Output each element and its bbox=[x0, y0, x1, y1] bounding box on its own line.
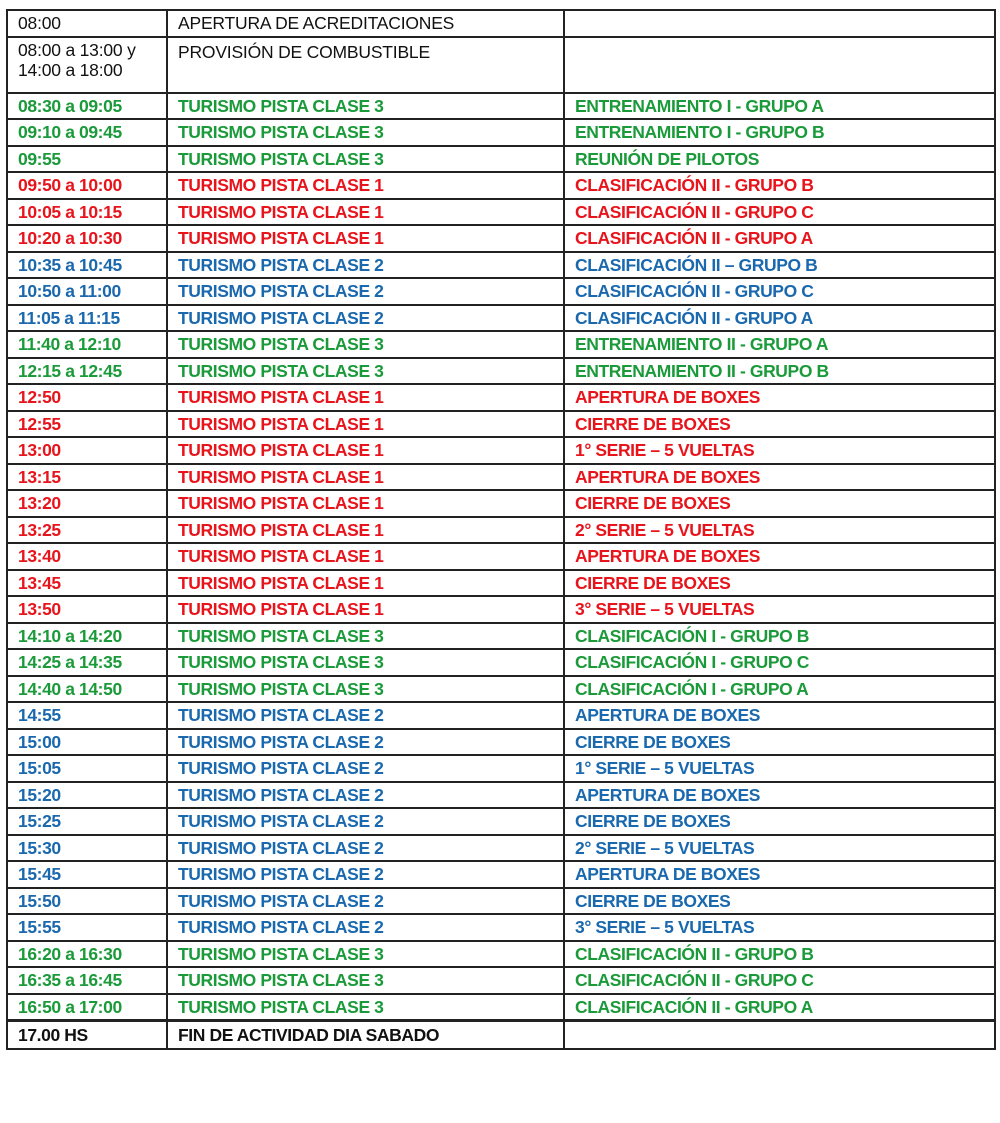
schedule-row bbox=[7, 570, 995, 597]
schedule-row bbox=[7, 278, 995, 305]
activity-cell: APERTURA DE BOXES bbox=[564, 702, 995, 729]
category-cell: TURISMO PISTA CLASE 1 bbox=[167, 384, 564, 411]
category-cell: TURISMO PISTA CLASE 2 bbox=[167, 861, 564, 888]
activity-cell: 1° SERIE – 5 VUELTAS bbox=[564, 755, 995, 782]
schedule-row bbox=[7, 1021, 995, 1050]
schedule-row bbox=[7, 252, 995, 279]
activity-cell: ENTRENAMIENTO I - GRUPO A bbox=[564, 93, 995, 120]
activity-cell: CIERRE DE BOXES bbox=[564, 411, 995, 438]
time-cell: 12:50 bbox=[7, 384, 167, 411]
activity-cell: CLASIFICACIÓN I - GRUPO B bbox=[564, 623, 995, 650]
time-cell: 10:50 a 11:00 bbox=[7, 278, 167, 305]
time-cell: 14:25 a 14:35 bbox=[7, 649, 167, 676]
activity-cell: CIERRE DE BOXES bbox=[564, 570, 995, 597]
time-cell: 10:20 a 10:30 bbox=[7, 225, 167, 252]
time-cell: 13:45 bbox=[7, 570, 167, 597]
time-cell: 15:45 bbox=[7, 861, 167, 888]
time-cell: 13:25 bbox=[7, 517, 167, 544]
category-cell: TURISMO PISTA CLASE 1 bbox=[167, 570, 564, 597]
activity-cell bbox=[564, 1021, 995, 1050]
category-cell: TURISMO PISTA CLASE 2 bbox=[167, 808, 564, 835]
activity-cell: 1° SERIE – 5 VUELTAS bbox=[564, 437, 995, 464]
activity-cell: ENTRENAMIENTO I - GRUPO B bbox=[564, 119, 995, 146]
schedule-row bbox=[7, 967, 995, 994]
schedule-row bbox=[7, 199, 995, 226]
schedule-row bbox=[7, 861, 995, 888]
activity-cell: APERTURA DE BOXES bbox=[564, 782, 995, 809]
activity-cell: CLASIFICACIÓN II - GRUPO A bbox=[564, 225, 995, 252]
category-cell: TURISMO PISTA CLASE 1 bbox=[167, 464, 564, 491]
schedule-row bbox=[7, 225, 995, 252]
schedule-row bbox=[7, 649, 995, 676]
schedule-row bbox=[7, 596, 995, 623]
time-cell: 09:55 bbox=[7, 146, 167, 173]
schedule-row bbox=[7, 543, 995, 570]
category-cell: TURISMO PISTA CLASE 3 bbox=[167, 967, 564, 994]
time-cell: 15:05 bbox=[7, 755, 167, 782]
time-cell: 09:50 a 10:00 bbox=[7, 172, 167, 199]
activity-cell: CIERRE DE BOXES bbox=[564, 729, 995, 756]
category-cell: FIN DE ACTIVIDAD DIA SABADO bbox=[167, 1021, 564, 1050]
activity-cell: CLASIFICACIÓN II - GRUPO C bbox=[564, 278, 995, 305]
category-cell: TURISMO PISTA CLASE 1 bbox=[167, 490, 564, 517]
time-cell: 12:15 a 12:45 bbox=[7, 358, 167, 385]
schedule-row bbox=[7, 808, 995, 835]
time-cell: 15:20 bbox=[7, 782, 167, 809]
category-cell: TURISMO PISTA CLASE 3 bbox=[167, 649, 564, 676]
schedule-row bbox=[7, 331, 995, 358]
activity-cell: APERTURA DE BOXES bbox=[564, 464, 995, 491]
category-cell: TURISMO PISTA CLASE 1 bbox=[167, 437, 564, 464]
category-cell: TURISMO PISTA CLASE 2 bbox=[167, 729, 564, 756]
category-cell: TURISMO PISTA CLASE 3 bbox=[167, 623, 564, 650]
schedule-row bbox=[7, 729, 995, 756]
activity-cell: CLASIFICACIÓN II - GRUPO B bbox=[564, 172, 995, 199]
schedule-row bbox=[7, 835, 995, 862]
activity-cell bbox=[564, 10, 995, 37]
category-cell: TURISMO PISTA CLASE 2 bbox=[167, 702, 564, 729]
time-cell: 15:50 bbox=[7, 888, 167, 915]
schedule-table bbox=[6, 9, 996, 1050]
activity-cell bbox=[564, 37, 995, 93]
category-cell: TURISMO PISTA CLASE 1 bbox=[167, 543, 564, 570]
category-cell: TURISMO PISTA CLASE 3 bbox=[167, 676, 564, 703]
activity-cell: 2° SERIE – 5 VUELTAS bbox=[564, 517, 995, 544]
activity-cell: CLASIFICACIÓN I - GRUPO A bbox=[564, 676, 995, 703]
schedule-row bbox=[7, 172, 995, 199]
activity-cell: CIERRE DE BOXES bbox=[564, 490, 995, 517]
schedule-row bbox=[7, 490, 995, 517]
time-cell: 11:40 a 12:10 bbox=[7, 331, 167, 358]
schedule-row bbox=[7, 305, 995, 332]
schedule-row bbox=[7, 782, 995, 809]
schedule-row bbox=[7, 517, 995, 544]
time-cell: 11:05 a 11:15 bbox=[7, 305, 167, 332]
category-cell: TURISMO PISTA CLASE 2 bbox=[167, 888, 564, 915]
schedule-row bbox=[7, 411, 995, 438]
schedule-row bbox=[7, 464, 995, 491]
time-cell: 16:20 a 16:30 bbox=[7, 941, 167, 968]
activity-cell: CLASIFICACIÓN II - GRUPO A bbox=[564, 994, 995, 1021]
activity-cell: CLASIFICACIÓN II – GRUPO B bbox=[564, 252, 995, 279]
category-cell: TURISMO PISTA CLASE 2 bbox=[167, 305, 564, 332]
activity-cell: APERTURA DE BOXES bbox=[564, 543, 995, 570]
activity-cell: CIERRE DE BOXES bbox=[564, 888, 995, 915]
schedule-row bbox=[7, 888, 995, 915]
activity-cell: CLASIFICACIÓN I - GRUPO C bbox=[564, 649, 995, 676]
time-cell: 15:25 bbox=[7, 808, 167, 835]
category-cell: TURISMO PISTA CLASE 3 bbox=[167, 146, 564, 173]
category-cell: TURISMO PISTA CLASE 3 bbox=[167, 358, 564, 385]
category-cell: TURISMO PISTA CLASE 2 bbox=[167, 835, 564, 862]
time-cell: 15:55 bbox=[7, 914, 167, 941]
time-cell: 09:10 a 09:45 bbox=[7, 119, 167, 146]
time-cell: 16:35 a 16:45 bbox=[7, 967, 167, 994]
activity-cell: ENTRENAMIENTO II - GRUPO B bbox=[564, 358, 995, 385]
schedule-row bbox=[7, 994, 995, 1021]
time-cell: 10:35 a 10:45 bbox=[7, 252, 167, 279]
activity-cell: CLASIFICACIÓN II - GRUPO C bbox=[564, 199, 995, 226]
category-cell: TURISMO PISTA CLASE 1 bbox=[167, 596, 564, 623]
time-cell: 14:10 a 14:20 bbox=[7, 623, 167, 650]
activity-cell: APERTURA DE BOXES bbox=[564, 384, 995, 411]
schedule-row bbox=[7, 10, 995, 37]
category-cell: TURISMO PISTA CLASE 1 bbox=[167, 172, 564, 199]
time-cell: 13:50 bbox=[7, 596, 167, 623]
category-cell: APERTURA DE ACREDITACIONES bbox=[167, 10, 564, 37]
category-cell: TURISMO PISTA CLASE 3 bbox=[167, 994, 564, 1021]
time-cell: 10:05 a 10:15 bbox=[7, 199, 167, 226]
time-cell: 15:00 bbox=[7, 729, 167, 756]
schedule-row bbox=[7, 755, 995, 782]
schedule-row bbox=[7, 146, 995, 173]
activity-cell: 2° SERIE – 5 VUELTAS bbox=[564, 835, 995, 862]
schedule-row bbox=[7, 941, 995, 968]
activity-cell: APERTURA DE BOXES bbox=[564, 861, 995, 888]
schedule-row bbox=[7, 93, 995, 120]
time-cell: 12:55 bbox=[7, 411, 167, 438]
category-cell: PROVISIÓN DE COMBUSTIBLE bbox=[167, 37, 564, 93]
activity-cell: CLASIFICACIÓN II - GRUPO B bbox=[564, 941, 995, 968]
category-cell: TURISMO PISTA CLASE 2 bbox=[167, 755, 564, 782]
activity-cell: CIERRE DE BOXES bbox=[564, 808, 995, 835]
schedule-row bbox=[7, 358, 995, 385]
time-cell: 15:30 bbox=[7, 835, 167, 862]
schedule-row bbox=[7, 119, 995, 146]
time-cell: 13:15 bbox=[7, 464, 167, 491]
category-cell: TURISMO PISTA CLASE 1 bbox=[167, 225, 564, 252]
category-cell: TURISMO PISTA CLASE 2 bbox=[167, 782, 564, 809]
schedule-row bbox=[7, 384, 995, 411]
category-cell: TURISMO PISTA CLASE 3 bbox=[167, 941, 564, 968]
activity-cell: REUNIÓN DE PILOTOS bbox=[564, 146, 995, 173]
category-cell: TURISMO PISTA CLASE 3 bbox=[167, 93, 564, 120]
category-cell: TURISMO PISTA CLASE 1 bbox=[167, 517, 564, 544]
category-cell: TURISMO PISTA CLASE 3 bbox=[167, 119, 564, 146]
time-cell: 14:55 bbox=[7, 702, 167, 729]
activity-cell: 3° SERIE – 5 VUELTAS bbox=[564, 914, 995, 941]
activity-cell: 3° SERIE – 5 VUELTAS bbox=[564, 596, 995, 623]
time-cell: 13:20 bbox=[7, 490, 167, 517]
activity-cell: CLASIFICACIÓN II - GRUPO A bbox=[564, 305, 995, 332]
time-cell: 08:00 bbox=[7, 10, 167, 37]
schedule-row bbox=[7, 914, 995, 941]
category-cell: TURISMO PISTA CLASE 2 bbox=[167, 252, 564, 279]
schedule-row bbox=[7, 676, 995, 703]
category-cell: TURISMO PISTA CLASE 1 bbox=[167, 199, 564, 226]
schedule-body bbox=[7, 10, 995, 1049]
time-cell: 08:30 a 09:05 bbox=[7, 93, 167, 120]
time-cell: 17.00 HS bbox=[7, 1021, 167, 1050]
schedule-row bbox=[7, 37, 995, 93]
activity-cell: CLASIFICACIÓN II - GRUPO C bbox=[564, 967, 995, 994]
time-cell: 13:40 bbox=[7, 543, 167, 570]
time-cell: 14:40 a 14:50 bbox=[7, 676, 167, 703]
activity-cell: ENTRENAMIENTO II - GRUPO A bbox=[564, 331, 995, 358]
schedule-row bbox=[7, 437, 995, 464]
time-cell: 08:00 a 13:00 y 14:00 a 18:00 bbox=[7, 37, 167, 93]
schedule-row bbox=[7, 623, 995, 650]
schedule-row bbox=[7, 702, 995, 729]
category-cell: TURISMO PISTA CLASE 1 bbox=[167, 411, 564, 438]
category-cell: TURISMO PISTA CLASE 2 bbox=[167, 914, 564, 941]
category-cell: TURISMO PISTA CLASE 3 bbox=[167, 331, 564, 358]
category-cell: TURISMO PISTA CLASE 2 bbox=[167, 278, 564, 305]
time-cell: 13:00 bbox=[7, 437, 167, 464]
time-cell: 16:50 a 17:00 bbox=[7, 994, 167, 1021]
